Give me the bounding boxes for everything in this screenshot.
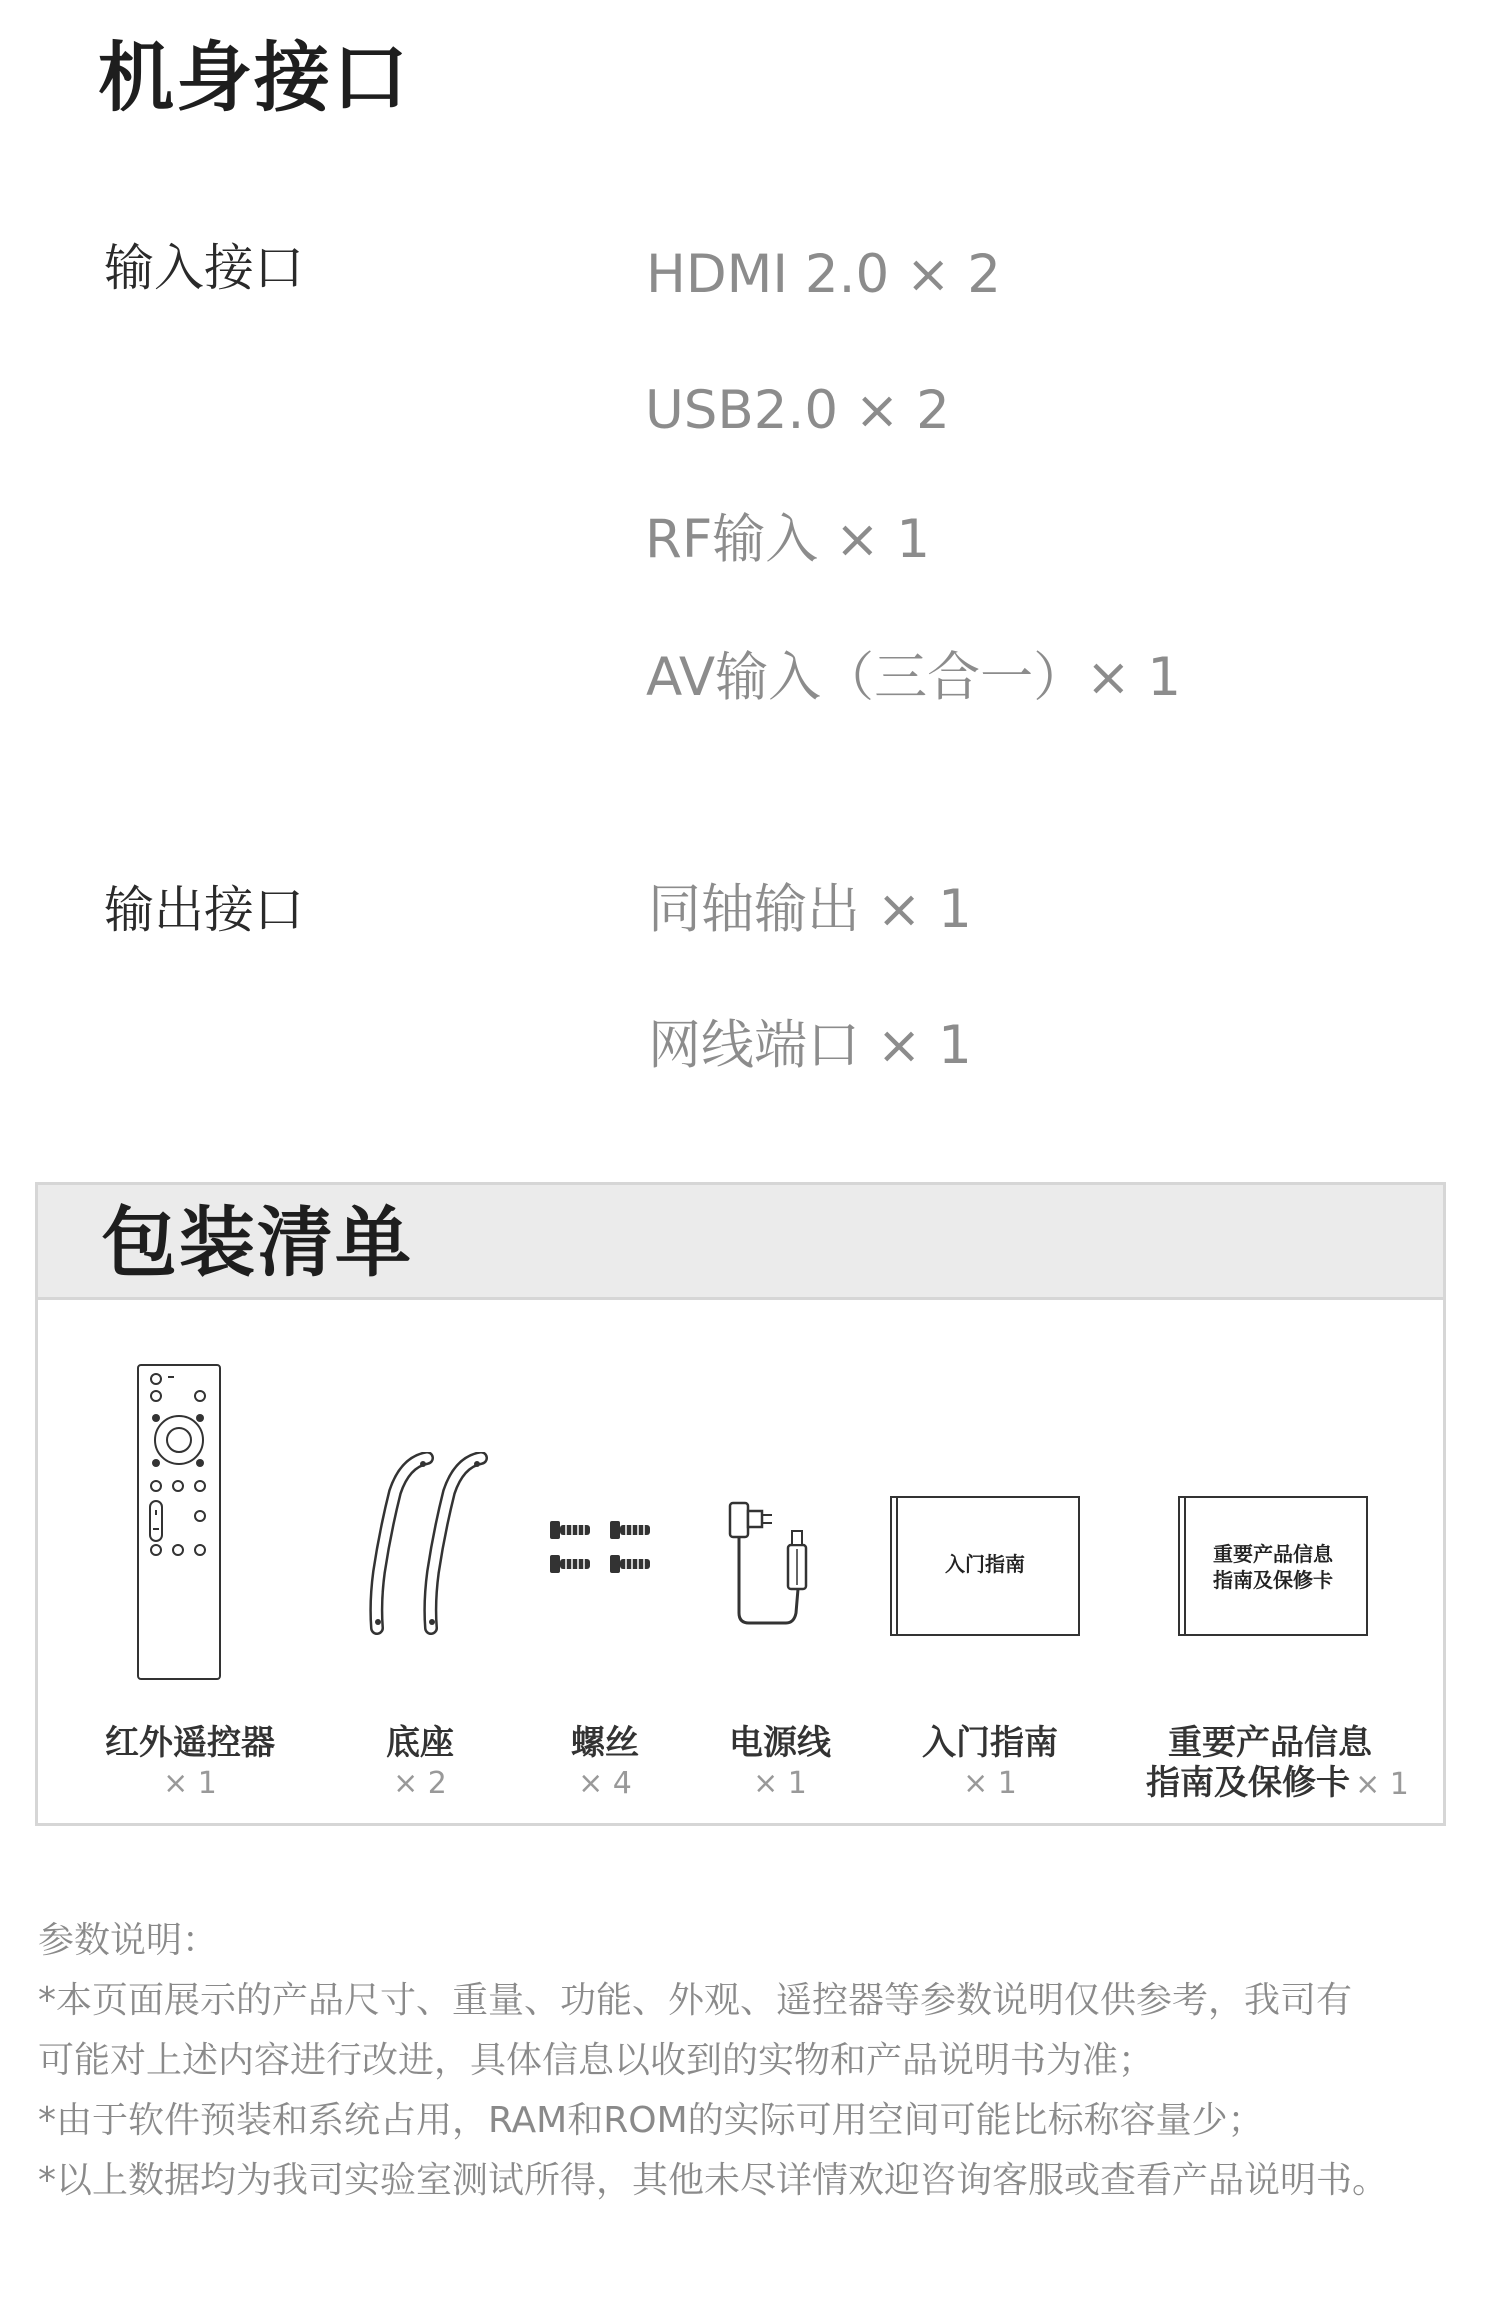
item-name-warranty-line2: 指南及保修卡 xyxy=(1146,1763,1350,1803)
item-qty-warranty: × 1 xyxy=(1355,1767,1409,1802)
output-port-ethernet: 网线端口 × 1 xyxy=(648,1015,972,1076)
item-qty-power-cable: × 1 xyxy=(753,1766,807,1801)
input-port-hdmi: HDMI 2.0 × 2 xyxy=(646,244,1001,305)
power-cable-icon xyxy=(722,1493,826,1633)
output-ports-label: 输出接口 xyxy=(104,881,304,939)
quick-guide-cover-text: 入门指南 xyxy=(945,1552,1025,1576)
item-qty-stand: × 2 xyxy=(393,1766,447,1801)
input-port-av: AV输入（三合一）× 1 xyxy=(646,647,1182,708)
item-name-power-cable: 电源线 xyxy=(729,1723,831,1763)
notes-title: 参数说明： xyxy=(38,1920,219,1961)
warranty-cover-line2: 指南及保修卡 xyxy=(1213,1568,1333,1592)
ports-section-title: 机身接口 xyxy=(98,33,410,122)
notes-line-4: *以上数据均为我司实验室测试所得，其他未尽详情欢迎咨询客服或查看产品说明书。 xyxy=(38,2160,1389,2201)
stand-legs-icon xyxy=(365,1452,495,1638)
notes-line-2: 可能对上述内容进行改进，具体信息以收到的实物和产品说明书为准； xyxy=(38,2040,1155,2081)
item-name-warranty-line1: 重要产品信息 xyxy=(1168,1723,1372,1763)
item-qty-quick-guide: × 1 xyxy=(963,1766,1017,1801)
input-port-rf: RF输入 × 1 xyxy=(645,509,931,570)
warranty-card-icon xyxy=(1178,1496,1368,1636)
package-section-title: 包装清单 xyxy=(101,1198,413,1287)
input-port-usb: USB2.0 × 2 xyxy=(645,380,950,441)
warranty-cover-line1: 重要产品信息 xyxy=(1213,1542,1333,1566)
item-name-screws: 螺丝 xyxy=(571,1723,639,1763)
output-port-coaxial: 同轴输出 × 1 xyxy=(648,879,972,940)
input-ports-label: 输入接口 xyxy=(104,239,304,297)
remote-control-icon xyxy=(136,1363,224,1683)
item-name-stand: 底座 xyxy=(386,1723,454,1763)
item-qty-screws: × 4 xyxy=(578,1766,632,1801)
notes-line-1: *本页面展示的产品尺寸、重量、功能、外观、遥控器等参数说明仅供参考，我司有 xyxy=(38,1980,1353,2021)
item-name-warranty-line2-row xyxy=(1146,1763,1409,1803)
booklet-spine xyxy=(1184,1498,1186,1634)
item-name-quick-guide: 入门指南 xyxy=(922,1723,1058,1763)
quick-guide-icon xyxy=(890,1496,1080,1636)
item-qty-remote: × 1 xyxy=(163,1766,217,1801)
item-name-remote: 红外遥控器 xyxy=(105,1723,275,1763)
screws-icon xyxy=(548,1518,666,1576)
notes-line-3: *由于软件预装和系统占用，RAM和ROM的实际可用空间可能比标称容量少； xyxy=(38,2100,1264,2141)
package-list-header xyxy=(38,1185,1443,1300)
